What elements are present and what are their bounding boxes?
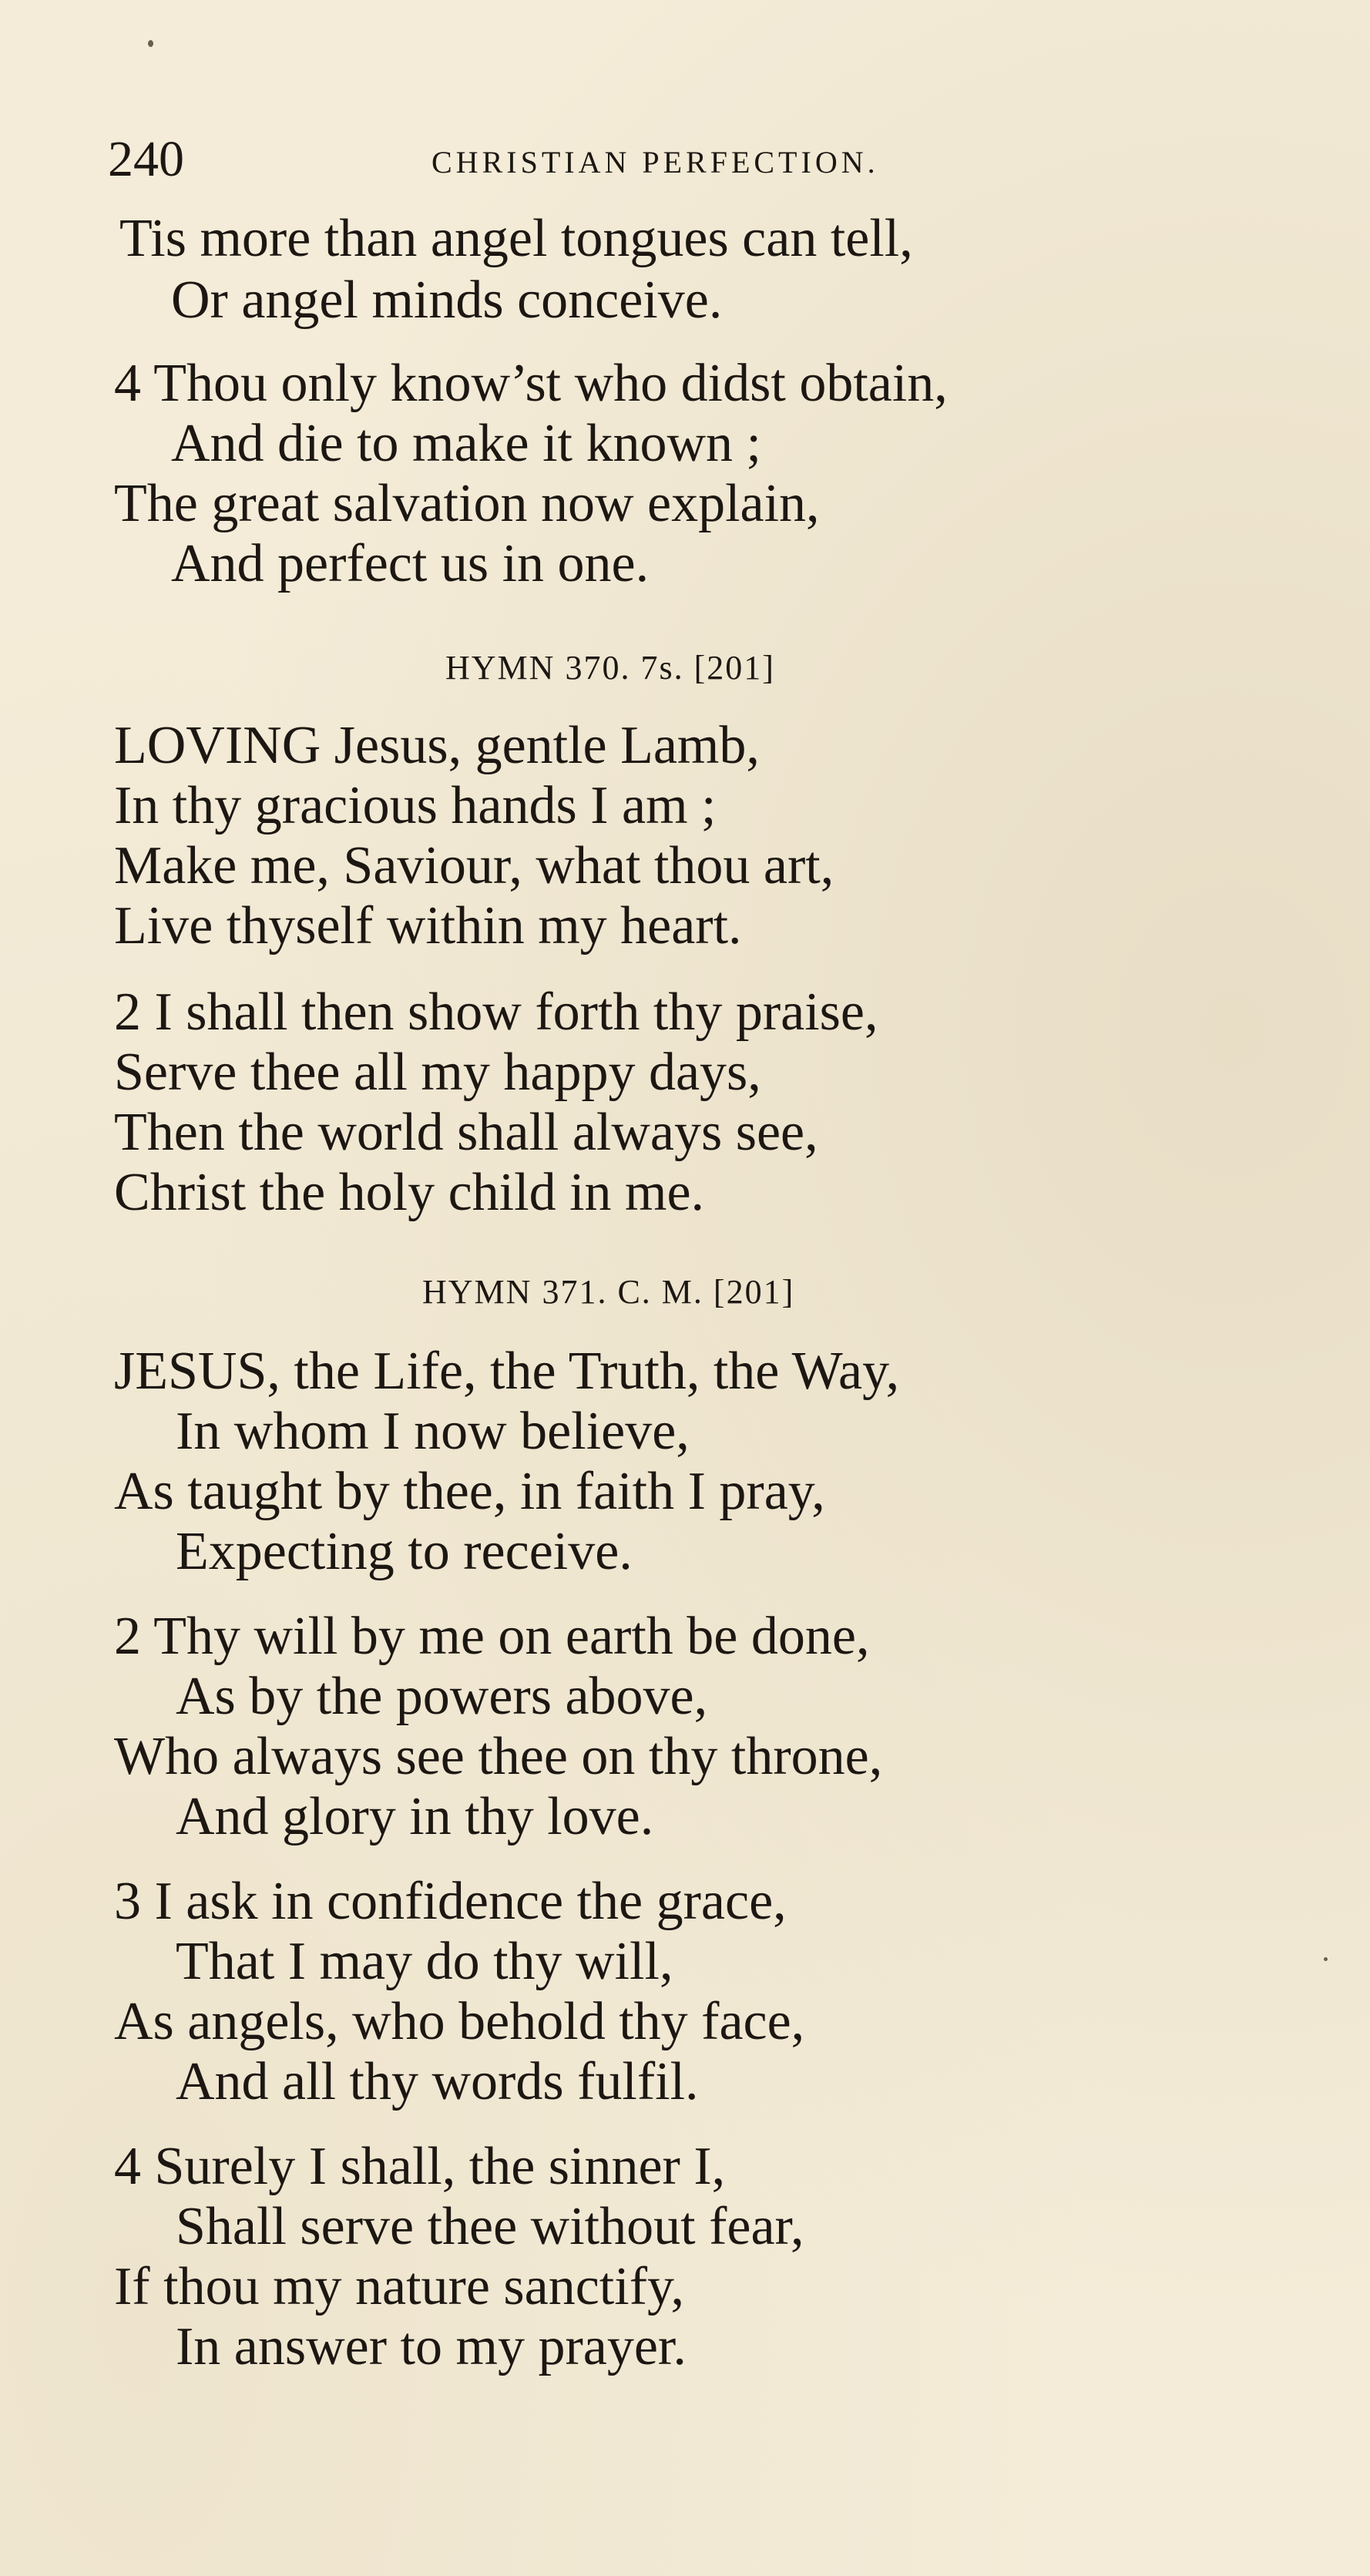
verse-line: Or angel minds conceive.: [171, 270, 723, 330]
ink-speck: [148, 40, 153, 47]
verse-line: 4 Surely I shall, the sinner I,: [114, 2137, 726, 2196]
verse-line: Shall serve thee without fear,: [176, 2197, 804, 2256]
verse-line: That I may do thy will,: [176, 1932, 673, 1991]
verse-line: As taught by thee, in faith I pray,: [114, 1462, 825, 1521]
hymn-heading: HYMN 370. 7s. [201]: [445, 649, 775, 687]
ink-speck: [1324, 1957, 1328, 1961]
verse-line: Christ the holy child in me.: [114, 1163, 705, 1222]
verse-line: JESUS, the Life, the Truth, the Way,: [114, 1342, 900, 1401]
page-number: 240: [108, 131, 184, 187]
verse-line: Live thyself within my heart.: [114, 896, 742, 956]
page-header: [108, 133, 1294, 186]
verse-line: Expecting to receive.: [176, 1522, 633, 1581]
verse-line: As angels, who behold thy face,: [114, 1992, 805, 2051]
verse-line: As by the powers above,: [176, 1667, 708, 1726]
verse-line: And perfect us in one.: [171, 534, 650, 593]
verse-line: Make me, Saviour, what thou art,: [114, 836, 834, 895]
verse-line: Who always see thee on thy throne,: [114, 1727, 883, 1786]
verse-line: Tis more than angel tongues can tell,: [119, 209, 913, 268]
verse-line: And die to make it known ;: [171, 414, 762, 473]
verse-line: And all thy words fulfil.: [176, 2052, 699, 2111]
verse-line: In thy gracious hands I am ;: [114, 776, 717, 835]
verse-line: 4 Thou only know’st who didst obtain,: [114, 354, 948, 413]
verse-line: 2 Thy will by me on earth be done,: [114, 1607, 870, 1666]
verse-line: 2 I shall then show forth thy praise,: [114, 982, 878, 1042]
verse-line: In whom I now believe,: [176, 1402, 690, 1461]
verse-line: And glory in thy love.: [176, 1787, 654, 1846]
verse-line: 3 I ask in confidence the grace,: [114, 1872, 787, 1931]
verse-line: Serve thee all my happy days,: [114, 1043, 761, 1102]
verse-line: Then the world shall always see,: [114, 1103, 818, 1162]
verse-line: If thou my nature sanctify,: [114, 2257, 684, 2316]
verse-line: In answer to my prayer.: [176, 2317, 687, 2376]
verse-line: LOVING Jesus, gentle Lamb,: [114, 716, 760, 775]
verse-line: The great salvation now explain,: [114, 474, 820, 533]
hymn-heading: HYMN 371. C. M. [201]: [422, 1273, 795, 1311]
running-title: CHRISTIAN PERFECTION.: [431, 145, 879, 180]
